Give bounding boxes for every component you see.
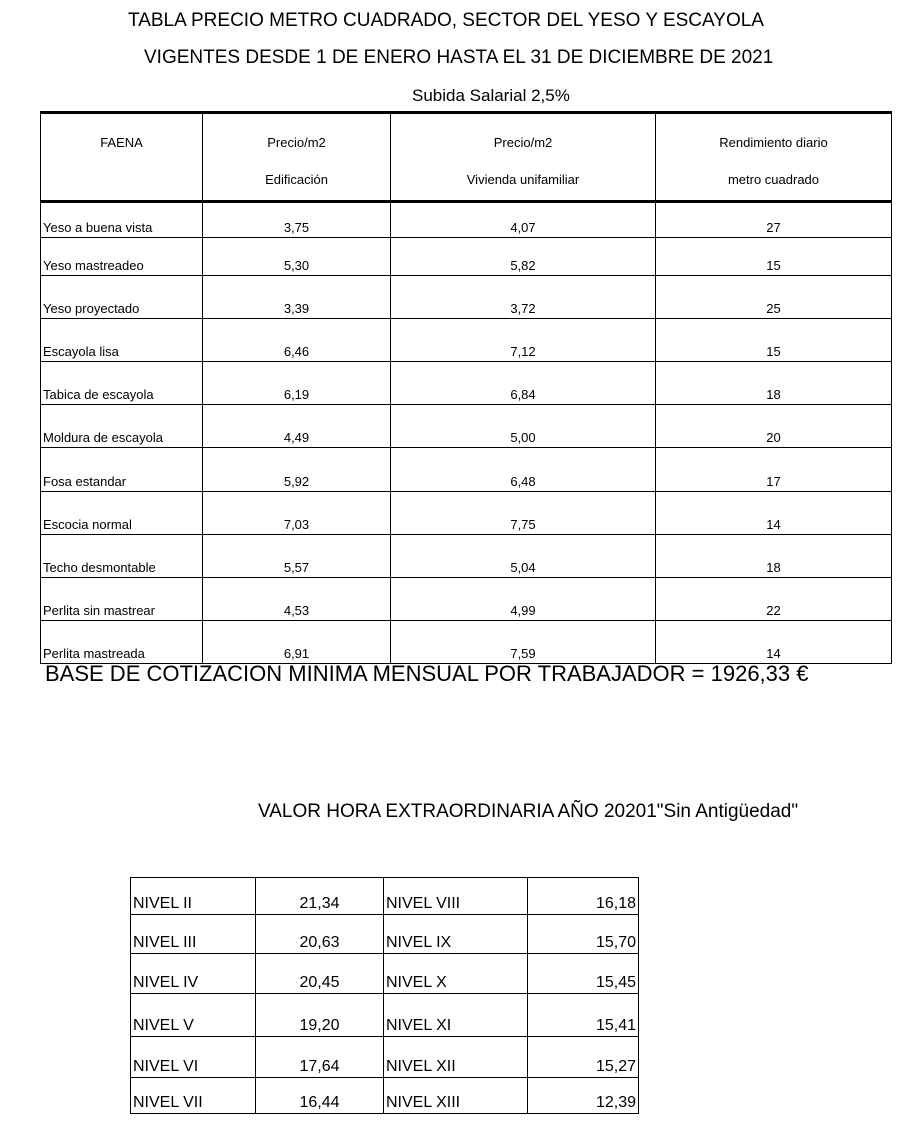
table-row xyxy=(131,1078,639,1114)
rate-cell: 17,64 xyxy=(256,1037,384,1078)
value-cell: 6,91 xyxy=(203,621,391,664)
rate-cell: 20,63 xyxy=(256,915,384,954)
level-cell: NIVEL XIII xyxy=(384,1078,528,1114)
value-cell: 7,75 xyxy=(391,492,656,535)
level-cell: NIVEL II xyxy=(131,878,256,915)
base-cotizacion: BASE DE COTIZACION MINIMA MENSUAL POR TRABAJADOR = 1926,33 € xyxy=(45,661,809,686)
faena-cell: Perlita mastreada xyxy=(41,621,203,664)
table-row xyxy=(131,878,639,915)
title-line-1: TABLA PRECIO METRO CUADRADO, SECTOR DEL YESO Y ESCAYOLA xyxy=(128,10,764,31)
level-cell: NIVEL III xyxy=(131,915,256,954)
table-row xyxy=(131,954,639,994)
value-cell: 27 xyxy=(656,202,892,238)
rate-cell: 15,70 xyxy=(528,915,639,954)
header-line-1: Precio/m2 xyxy=(267,135,326,150)
table-row xyxy=(41,238,892,276)
header-cell xyxy=(391,113,656,202)
table-row xyxy=(41,202,892,238)
level-cell: NIVEL X xyxy=(384,954,528,994)
table-row xyxy=(41,578,892,621)
header-cell xyxy=(41,113,203,202)
value-cell: 6,46 xyxy=(203,319,391,362)
faena-cell: Yeso mastreadeo xyxy=(41,238,203,276)
level-cell: NIVEL XII xyxy=(384,1037,528,1078)
faena-cell: Escayola lisa xyxy=(41,319,203,362)
table-row xyxy=(41,535,892,578)
rate-cell: 20,45 xyxy=(256,954,384,994)
value-cell: 4,53 xyxy=(203,578,391,621)
value-cell: 6,19 xyxy=(203,362,391,405)
level-cell: NIVEL IX xyxy=(384,915,528,954)
level-cell: NIVEL IV xyxy=(131,954,256,994)
header-cell xyxy=(656,113,892,202)
header-line-2: Edificación xyxy=(265,172,328,187)
table-row xyxy=(41,621,892,664)
title-line-2: VIGENTES DESDE 1 DE ENERO HASTA EL 31 DE DICIEMBRE DE 2021 xyxy=(144,47,774,68)
rate-cell: 21,34 xyxy=(256,878,384,915)
table-header-row xyxy=(41,113,892,202)
value-cell: 17 xyxy=(656,448,892,492)
rate-cell: 12,39 xyxy=(528,1078,639,1114)
header-line-2: Vivienda unifamiliar xyxy=(466,172,580,187)
table-row xyxy=(131,1037,639,1078)
value-cell: 18 xyxy=(656,362,892,405)
table-row xyxy=(41,276,892,319)
faena-cell: Escocia normal xyxy=(41,492,203,535)
table-row xyxy=(131,915,639,954)
header-line-1: Precio/m2 xyxy=(493,135,553,150)
rate-cell: 16,44 xyxy=(256,1078,384,1114)
value-cell: 25 xyxy=(656,276,892,319)
faena-cell: Moldura de escayola xyxy=(41,405,203,448)
faena-cell: Yeso proyectado xyxy=(41,276,203,319)
value-cell: 20 xyxy=(656,405,892,448)
value-cell: 5,00 xyxy=(391,405,656,448)
faena-cell: Techo desmontable xyxy=(41,535,203,578)
value-cell: 14 xyxy=(656,492,892,535)
value-cell: 22 xyxy=(656,578,892,621)
value-cell: 4,99 xyxy=(391,578,656,621)
value-cell: 5,82 xyxy=(391,238,656,276)
header-line-1: FAENA xyxy=(100,135,143,150)
table-row xyxy=(41,362,892,405)
value-cell: 3,39 xyxy=(203,276,391,319)
value-cell: 15 xyxy=(656,319,892,362)
value-cell: 7,59 xyxy=(391,621,656,664)
value-cell: 7,12 xyxy=(391,319,656,362)
level-cell: NIVEL V xyxy=(131,994,256,1037)
faena-cell: Fosa estandar xyxy=(41,448,203,492)
rate-cell: 15,27 xyxy=(528,1037,639,1078)
header-line-2: metro cuadrado xyxy=(727,172,820,187)
price-table xyxy=(40,111,892,664)
value-cell: 14 xyxy=(656,621,892,664)
value-cell: 5,57 xyxy=(203,535,391,578)
table-row xyxy=(41,448,892,492)
value-cell: 4,07 xyxy=(391,202,656,238)
level-cell: NIVEL VIII xyxy=(384,878,528,915)
value-cell: 5,92 xyxy=(203,448,391,492)
rate-cell: 16,18 xyxy=(528,878,639,915)
value-cell: 6,48 xyxy=(391,448,656,492)
table-row xyxy=(41,405,892,448)
level-cell: NIVEL VII xyxy=(131,1078,256,1114)
faena-cell: Tabica de escayola xyxy=(41,362,203,405)
value-cell: 5,04 xyxy=(391,535,656,578)
value-cell: 3,72 xyxy=(391,276,656,319)
overtime-title: VALOR HORA EXTRAORDINARIA AÑO 20201"Sin Antigüedad" xyxy=(258,801,799,822)
faena-cell: Yeso a buena vista xyxy=(41,202,203,238)
rate-cell: 19,20 xyxy=(256,994,384,1037)
rate-cell: 15,45 xyxy=(528,954,639,994)
value-cell: 7,03 xyxy=(203,492,391,535)
value-cell: 6,84 xyxy=(391,362,656,405)
rate-cell: 15,41 xyxy=(528,994,639,1037)
value-cell: 18 xyxy=(656,535,892,578)
header-cell xyxy=(203,113,391,202)
header-line-1: Rendimiento diario xyxy=(719,135,828,150)
value-cell: 5,30 xyxy=(203,238,391,276)
level-cell: NIVEL VI xyxy=(131,1037,256,1078)
level-cell: NIVEL XI xyxy=(384,994,528,1037)
faena-cell: Perlita sin mastrear xyxy=(41,578,203,621)
value-cell: 4,49 xyxy=(203,405,391,448)
overtime-table xyxy=(130,877,639,1114)
value-cell: 15 xyxy=(656,238,892,276)
subtitle: Subida Salarial 2,5% xyxy=(412,86,570,105)
value-cell: 3,75 xyxy=(203,202,391,238)
table-row xyxy=(131,994,639,1037)
table-row xyxy=(41,319,892,362)
table-row xyxy=(41,492,892,535)
